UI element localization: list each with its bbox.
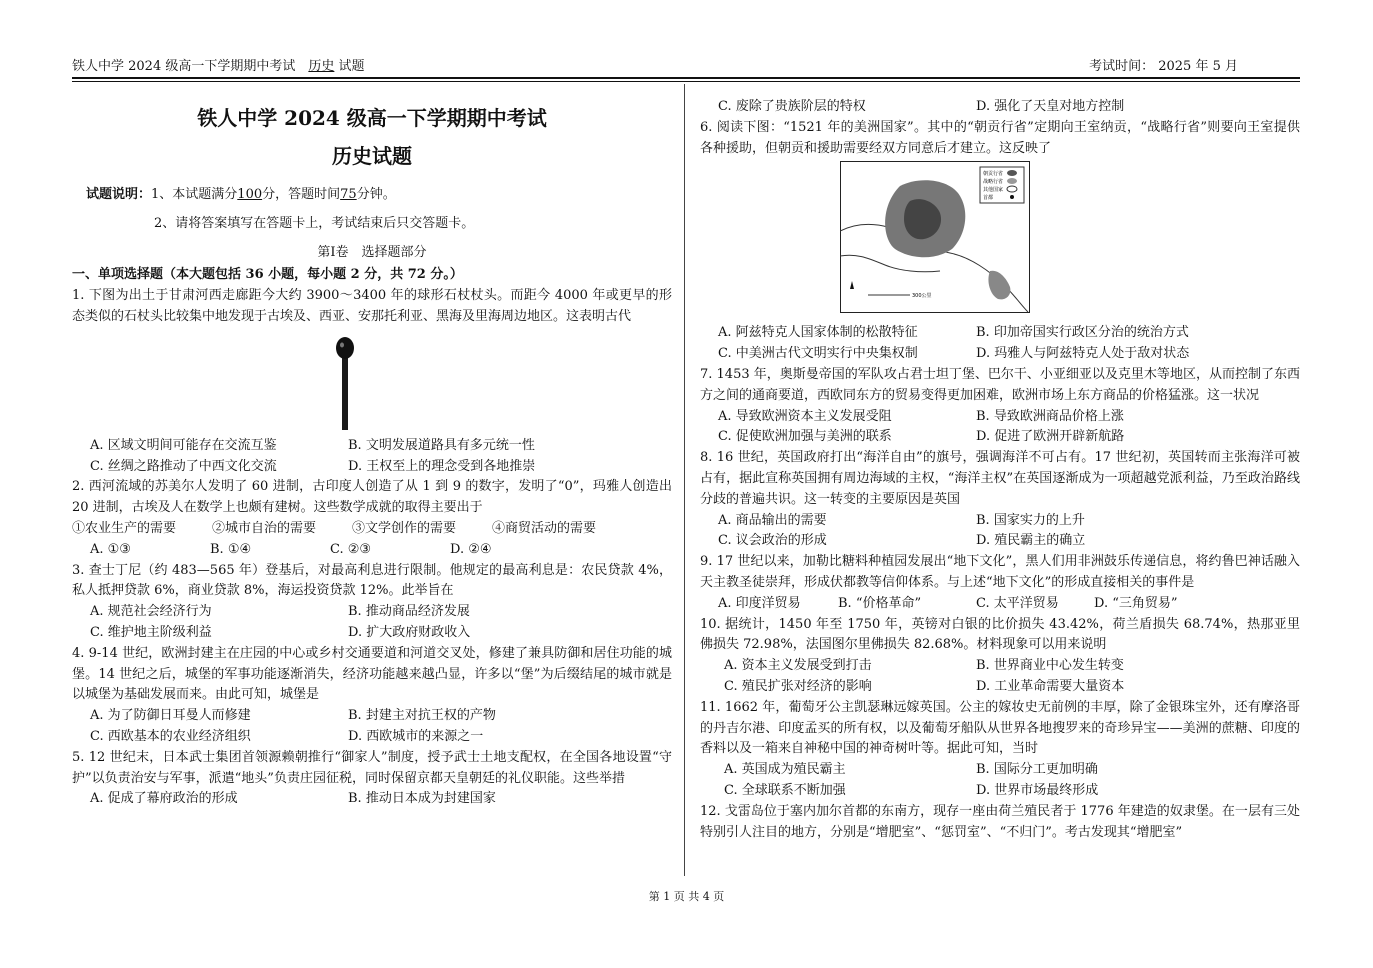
question-3: 3. 查士丁尼（约 483—565 年）登基后，对最高利息进行限制。他规定的最高利息是：农民贷款 4%，私人抵押贷款 6%，商业贷款 8%，海运投资贷款 12%。此举旨在: [72, 562, 672, 599]
header-left: [72, 57, 365, 77]
header-tail: 试题: [338, 59, 365, 74]
q6-option-d[interactable]: D. 玛雅人与阿兹特克人处于敌对状态: [976, 346, 1190, 362]
americas-1521-map-figure: [700, 161, 1300, 319]
q6-option-b[interactable]: B. 印加帝国实行政区分治的统治方式: [976, 325, 1189, 341]
left-column: [72, 97, 672, 810]
question-11: 11. 1662 年，葡萄牙公主凯瑟琳远嫁英国。公主的嫁妆史无前例的丰厚，除了金银珠宝外，还有摩洛哥的丹吉尔港、印度孟买的所有权，以及葡萄牙船队从世界各地搜罗来的奇珍异宝——美洲的蔗糖、印度的香料以及一箱来自神秘中国的神奇树叶等。据此可知，当时: [700, 699, 1300, 757]
q8-option-c[interactable]: C. 议会政治的形成: [718, 533, 827, 549]
q3-options-row-2: [72, 623, 672, 644]
q9-option-a[interactable]: A. 印度洋贸易: [718, 595, 801, 611]
q9-option-d[interactable]: D. “三角贸易”: [1094, 595, 1178, 611]
q5-option-c[interactable]: C. 废除了贵族阶层的特权: [718, 99, 866, 114]
map-legend-other: 其他国家: [983, 187, 1004, 194]
q2-options: [72, 540, 672, 561]
q1-option-a[interactable]: A. 区域文明间可能存在交流互鉴: [90, 437, 277, 453]
q5-options-row-2: [700, 97, 1300, 118]
q2-option-a[interactable]: A. ①③: [90, 541, 131, 557]
q11-option-b[interactable]: B. 国际分工更加明确: [976, 762, 1098, 778]
q10-option-b[interactable]: B. 世界商业中心发生转变: [976, 658, 1124, 674]
question-8: 8. 16 世纪，英国政府打出“海洋自由”的旗号，强调海洋不可占有。17 世纪初，英国转而主张海洋可被占有，据此宣称英国拥有周边海域的主权，“海洋主权”在英国逐渐成为一项超越党派利益，乃至政治路线分歧的普遍共识。这一转变的主要原因是英国: [700, 450, 1300, 507]
q8-options-row-2: [700, 531, 1300, 552]
q6-option-c[interactable]: C. 中美洲古代文明实行中央集权制: [718, 346, 918, 362]
q9-option-c[interactable]: C. 太平洋贸易: [976, 595, 1059, 611]
page-header: [72, 57, 1300, 77]
map-scale-label: 300公里: [912, 293, 932, 300]
question-12: 12. 戈雷岛位于塞内加尔首都的东南方，现存一座由荷兰殖民者于 1776 年建造的奴隶堡。在一层有三处特别引人注目的地方，分别是“增肥室”、“惩罚室”、“不归门”。考古发现其“增肥室”: [700, 803, 1300, 840]
header-exam-name: 铁人中学 2024 级高一下学期期中考试: [72, 59, 296, 74]
q2-items: [72, 519, 672, 540]
q1-option-c[interactable]: C. 丝绸之路推动了中西文化交流: [90, 458, 277, 474]
q8-options-row-1: [700, 511, 1300, 532]
header-subject: 历史: [308, 59, 335, 74]
instructions-line-1: [86, 185, 672, 206]
answer-time: 75: [340, 187, 357, 202]
map-legend-capital: 首都: [983, 195, 994, 202]
question-9: 9. 17 世纪以来，加勒比糖料种植园发展出“地下文化”，黑人们用非洲鼓乐传递信息，将约鲁巴神话融入天主教圣徒崇拜，形成伏都教等信仰体系。与上述“地下文化”的形成直接相关的事件是: [700, 554, 1300, 590]
q7-options-row-1: [700, 407, 1300, 428]
question-10: 10. 据统计，1450 年至 1750 年，英镑对白银的比价损失 43.42%，荷兰盾损失 68.74%，热那亚里佛损失 72.98%，法国图尔里佛损失 82.68%。材料现象可以用来说明: [700, 616, 1300, 653]
q11-option-d[interactable]: D. 世界市场最终形成: [976, 782, 1099, 798]
question-1: 1. 下图为出土于甘肃河西走廊距今大约 3900～3400 年的球形石杖杖头。而距今 4000 年或更早的形态类似的石杖头比较集中地发现于古埃及、西亚、安那托利亚、黑海及里海周边地区。这表明古代: [72, 288, 672, 324]
full-score: 100: [237, 187, 263, 202]
map-legend-tribute: 朝贡行省: [983, 171, 1004, 178]
exam-title: 铁人中学 2024 级高一下学期期中考试: [197, 106, 547, 130]
q2-option-b[interactable]: B. ①④: [210, 541, 252, 557]
q7-option-c[interactable]: C. 促使欧洲加强与美洲的联系: [718, 429, 892, 445]
question-4: 4. 9-14 世纪，欧洲封建主在庄园的中心或乡村交通要道和河道交叉处，修建了兼具防御和居住功能的城堡。14 世纪之后，城堡的军事功能逐渐消失，经济功能越来越凸显，许多以“堡”为后缀结尾的城市就是以城堡为基础发展而来。由此可知，城堡是: [72, 645, 672, 703]
q3-option-d[interactable]: D. 扩大政府财政收入: [348, 624, 471, 640]
q3-options-row-1: [72, 602, 672, 623]
q8-option-a[interactable]: A. 商品输出的需要: [718, 512, 827, 528]
question-2: 2. 西河流域的苏美尔人发明了 60 进制，古印度人创造了从 1 到 9 的数字，发明了“0”，玛雅人创造出 20 进制，古埃及人在数学上也颇有建树。这些数学成就的取得主要出于: [72, 479, 672, 516]
q1-options-row-1: [72, 436, 672, 457]
q5-option-a[interactable]: A. 促成了幕府政治的形成: [90, 791, 238, 807]
q10-option-a[interactable]: A. 资本主义发展受到打击: [724, 658, 872, 674]
q7-option-a[interactable]: A. 导致欧洲资本主义发展受阻: [718, 408, 892, 424]
q3-option-b[interactable]: B. 推动商品经济发展: [348, 604, 470, 620]
q1-options-row-2: [72, 457, 672, 478]
q5-option-d[interactable]: D. 强化了天皇对地方控制: [976, 99, 1125, 114]
question-5: 5. 12 世纪末，日本武士集团首领源赖朝推行“御家人”制度，授予武士土地支配权，在全国各地设置“守护”以负责治安与军事，派遣“地头”负责庄园征税，同时保留京都天皇朝廷的礼仪职能。这些举措: [72, 749, 672, 786]
exam-subtitle: 历史试题: [332, 144, 412, 168]
instructions-line-2: 2、请将答案填写在答题卡上，考试结束后只交答题卡。: [154, 215, 475, 231]
q5-option-b[interactable]: B. 推动日本成为封建国家: [348, 791, 496, 807]
q6-options-row-2: [700, 344, 1300, 365]
q1-option-d[interactable]: D. 王权至上的理念受到各地推崇: [348, 458, 536, 474]
instructions-label: 试题说明：: [86, 187, 152, 202]
header-rule-thick: [72, 77, 1300, 79]
q10-option-c[interactable]: C. 殖民扩张对经济的影响: [724, 678, 872, 694]
q2-item: ①农业生产的需要: [72, 520, 177, 536]
stone-mace-head-figure: [72, 336, 672, 432]
q11-options-row-1: [700, 760, 1300, 781]
q2-option-c[interactable]: C. ②③: [330, 541, 372, 557]
instructions-text: 1、本试题满分: [151, 187, 238, 202]
stone-mace-head-image: [325, 336, 365, 432]
q4-options-row-2: [72, 727, 672, 748]
column-divider: [684, 84, 685, 876]
page-footer: 第 1 页 共 4 页: [648, 890, 725, 903]
q11-options-row-2: [700, 781, 1300, 802]
q6-options-row-1: [700, 323, 1300, 344]
americas-map-image: [840, 161, 1030, 313]
q11-option-c[interactable]: C. 全球联系不断加强: [724, 782, 846, 798]
q4-option-d[interactable]: D. 西欧城市的来源之一: [348, 728, 484, 744]
q6-option-a[interactable]: A. 阿兹特克人国家体制的松散特征: [718, 325, 918, 341]
q3-option-c[interactable]: C. 维护地主阶级利益: [90, 624, 212, 640]
q4-options-row-1: [72, 706, 672, 727]
q7-options-row-2: [700, 427, 1300, 448]
q4-option-a[interactable]: A. 为了防御日耳曼人而修建: [90, 708, 251, 724]
q2-item: ③文学创作的需要: [352, 520, 457, 536]
q1-option-b[interactable]: B. 文明发展道路具有多元统一性: [348, 437, 535, 453]
map-legend-strategic: 战略行省: [983, 179, 1004, 186]
q4-option-c[interactable]: C. 西欧基本的农业经济组织: [90, 728, 251, 744]
q9-options: [700, 594, 1300, 615]
instructions-text: 分钟。: [356, 187, 396, 202]
section-title: 一、单项选择题（本大题包括 36 小题，每小题 2 分，共 72 分。）: [72, 267, 463, 283]
question-7: 7. 1453 年，奥斯曼帝国的军队攻占君士坦丁堡、巴尔干、小亚细亚以及克里木等地区，从而控制了东西方之间的通商要道，西欧同东方的贸易变得更加困难，欧洲市场上东方商品的价格猛涨。这一状况: [700, 366, 1300, 403]
part-title: 第Ⅰ卷 选择题部分: [317, 244, 427, 260]
q2-item: ②城市自治的需要: [212, 520, 317, 536]
q8-option-d[interactable]: D. 殖民霸主的确立: [976, 533, 1086, 549]
question-6: 6. 阅读下图：“1521 年的美洲国家”。其中的“朝贡行省”定期向王室纳贡，“战略行省”则要向王室提供各种援助，但朝贡和援助需要经双方同意后才建立。这反映了: [700, 119, 1300, 156]
header-rule-thin: [72, 81, 1300, 82]
q5-options-row-1: [72, 789, 672, 810]
q2-option-d[interactable]: D. ②④: [450, 541, 492, 557]
q7-option-b[interactable]: B. 导致欧洲商品价格上涨: [976, 408, 1124, 424]
q7-option-d[interactable]: D. 促进了欧洲开辟新航路: [976, 429, 1125, 445]
q3-option-a[interactable]: A. 规范社会经济行为: [90, 604, 212, 620]
q8-option-b[interactable]: B. 国家实力的上升: [976, 512, 1085, 528]
q2-item: ④商贸活动的需要: [492, 520, 597, 536]
instructions-text: 分，答题时间: [262, 187, 341, 202]
q10-option-d[interactable]: D. 工业革命需要大量资本: [976, 678, 1125, 694]
q10-options-row-2: [700, 677, 1300, 698]
q9-option-b[interactable]: B. “价格革命”: [838, 595, 922, 611]
right-column: [700, 97, 1300, 843]
q10-options-row-1: [700, 656, 1300, 677]
q11-option-a[interactable]: A. 英国成为殖民霸主: [724, 762, 846, 778]
q4-option-b[interactable]: B. 封建主对抗王权的产物: [348, 708, 496, 724]
header-exam-time: 考试时间： 2025 年 5 月: [1089, 59, 1238, 74]
